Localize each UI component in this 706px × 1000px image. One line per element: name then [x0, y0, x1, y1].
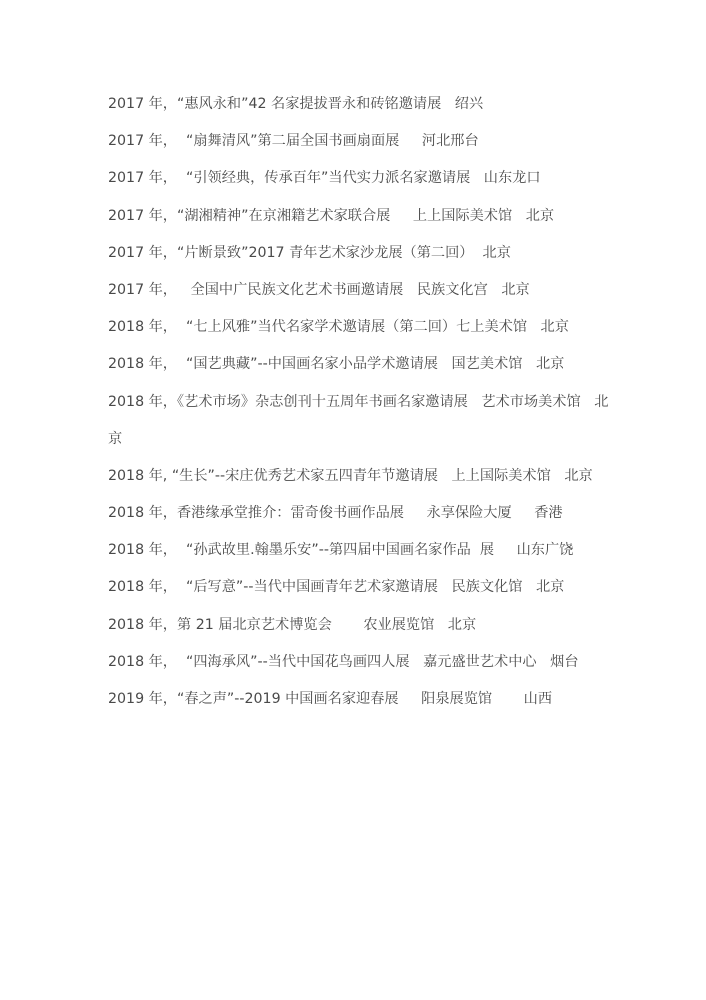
exhibition-entry: 2018 年， “七上风雅”当代名家学术邀请展（第二回）七上美术馆 北京 [108, 319, 569, 336]
exhibition-entry: 2018 年， “孙武故里.翰墨乐安”--第四届中国画名家作品 展 山东广饶 [108, 542, 574, 559]
exhibition-entry: 2017 年，“片断景致”2017 青年艺术家沙龙展（第二回） 北京 [108, 244, 511, 261]
exhibition-entry: 2017 年， “引领经典，传承百年”当代实力派名家邀请展 山东龙口 [108, 170, 541, 187]
exhibition-entry: 2018 年, “生长”--宋庄优秀艺术家五四青年节邀请展 上上国际美术馆 北京 [108, 467, 593, 484]
exhibition-list [108, 93, 668, 725]
exhibition-entry: 2018 年，《艺术市场》杂志创刊十五周年书画名家邀请展 艺术市场美术馆 北 [108, 393, 609, 410]
exhibition-entry: 2018 年， “后写意”--当代中国画青年艺术家邀请展 民族文化馆 北京 [108, 579, 565, 596]
exhibition-entry: 2017 年， 全国中广民族文化艺术书画邀请展 民族文化宫 北京 [108, 281, 530, 298]
exhibition-entry: 2019 年，“春之声”--2019 中国画名家迎春展 阳泉展览馆 山西 [108, 691, 553, 707]
exhibition-entry: 2017 年，“惠风永和”42 名家提拔晋永和砖铭邀请展 绍兴 [108, 96, 484, 112]
exhibition-entry: 2018 年， “国艺典藏”--中国画名家小品学术邀请展 国艺美术馆 北京 [108, 356, 565, 373]
exhibition-entry: 2018 年， “四海承风”--当代中国花鸟画四人展 嘉元盛世艺术中心 烟台 [108, 653, 579, 670]
exhibition-entry: 2017 年， “扇舞清风”第二届全国书画扇面展 河北邢台 [108, 133, 479, 150]
exhibition-entry: 2018 年，第 21 届北京艺术博览会 农业展览馆 北京 [108, 616, 477, 633]
exhibition-entry: 2018 年，香港缘承堂推介：雷奇俊书画作品展 永享保险大厦 香港 [108, 505, 563, 522]
exhibition-entry: 2017 年，“湖湘精神”在京湘籍艺术家联合展 上上国际美术馆 北京 [108, 207, 555, 224]
exhibition-entry-continuation: 京 [108, 430, 123, 447]
